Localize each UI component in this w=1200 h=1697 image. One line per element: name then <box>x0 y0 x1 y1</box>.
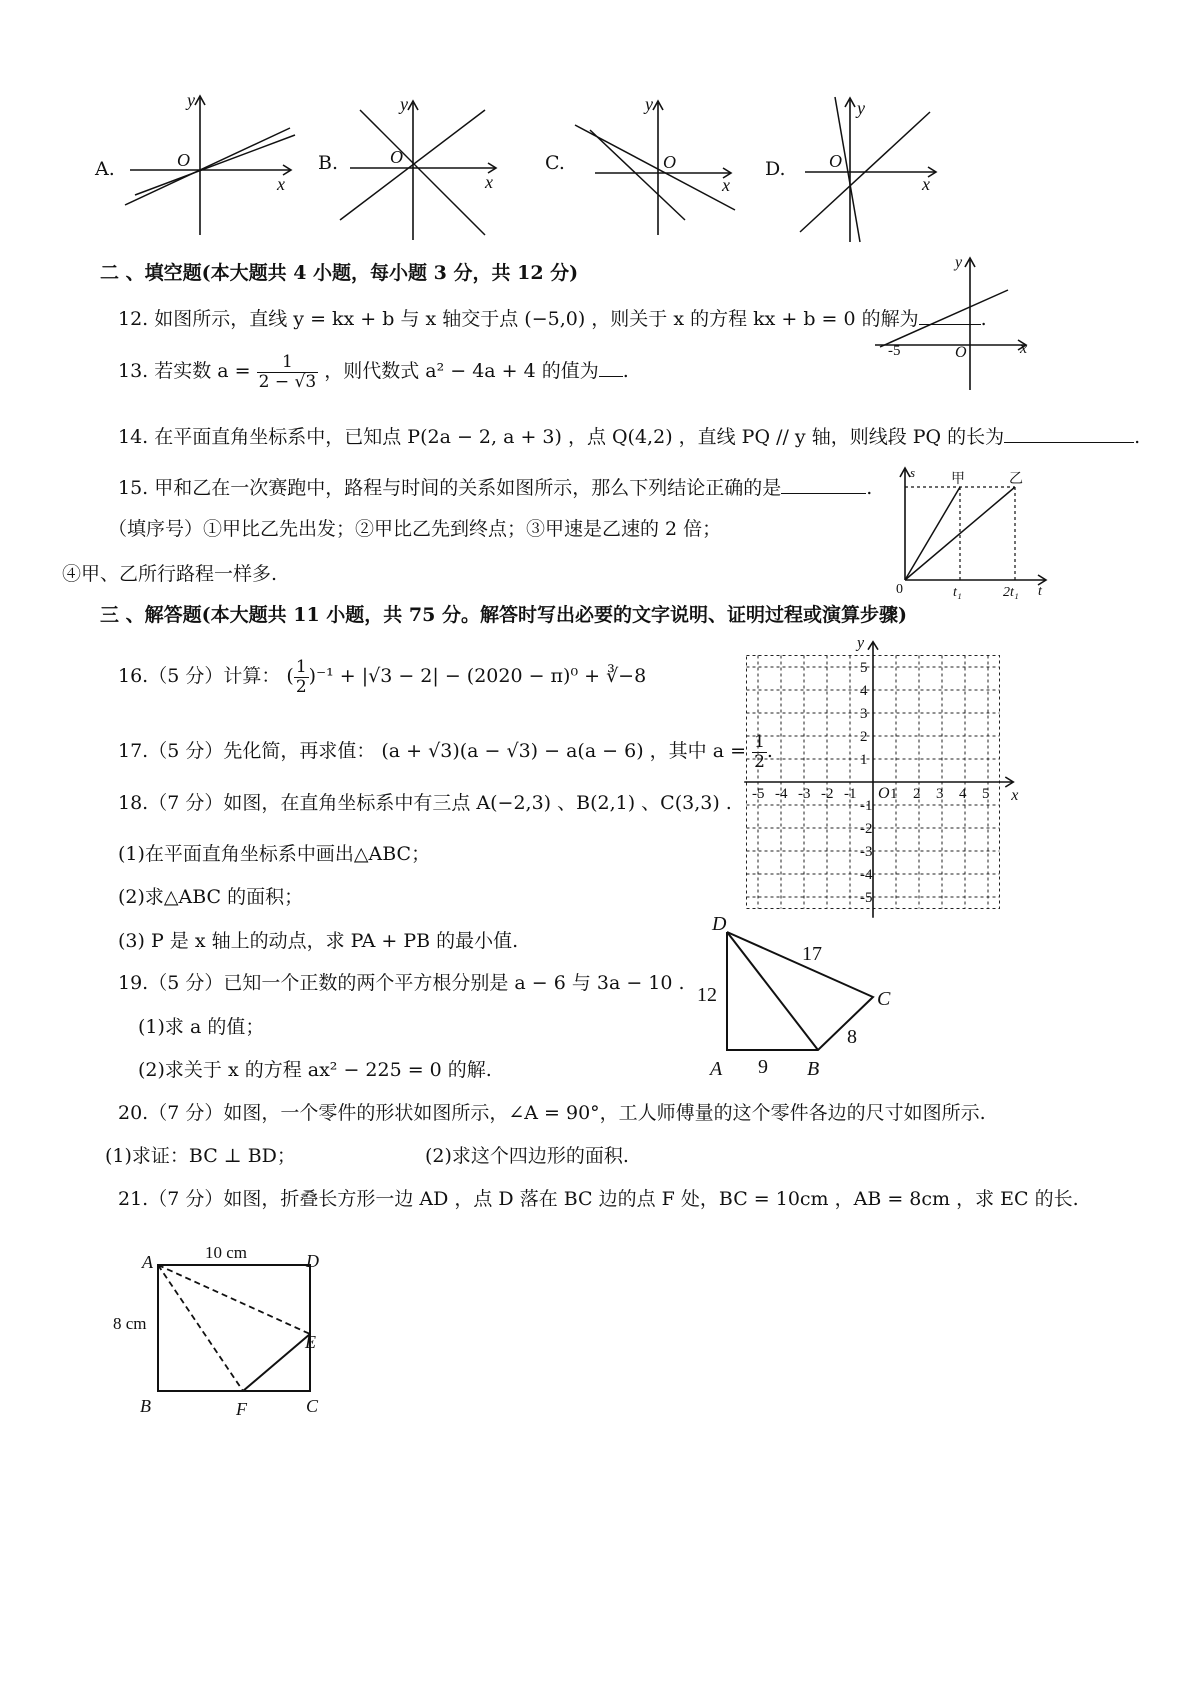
svg-text:12: 12 <box>697 984 717 1006</box>
y-tick-label: 5 <box>860 660 868 676</box>
q18-part3: (3) P 是 x 轴上的动点，求 PA + PB 的最小值. <box>118 930 519 952</box>
x-tick-label: 1 <box>890 786 898 802</box>
q15-line3: ④甲、乙所行路程一样多. <box>62 563 278 585</box>
svg-text:A: A <box>142 1252 153 1272</box>
svg-text:t: t <box>1038 584 1042 599</box>
q17-text: 17.（5 分）先化简，再求值： (a + √3)(a − √3) − a(a − 6) ，其中 a = $\frac{1}{2}$ . <box>118 732 773 772</box>
axis-y-label: y <box>857 634 865 652</box>
svg-text:F: F <box>236 1399 247 1419</box>
x-tick-label: 5 <box>982 786 990 802</box>
x-tick-label: 3 <box>936 786 944 802</box>
q21-line1: 21.（7 分）如图，折叠长方形一边 AD ，点 D 落在 BC 边的点 F 处，BC = 10cm ，AB = 8cm ，求 EC 的长. <box>118 1188 1079 1210</box>
q19-line1: 19.（5 分）已知一个正数的两个平方根分别是 a − 6 与 3a − 10 . <box>118 972 685 994</box>
section3-title: 三 、解答题(本大题共 11 小题，共 75 分。解答时写出必要的文字说明、证明过程或演算步骤) <box>100 604 907 626</box>
svg-text:C: C <box>877 988 891 1010</box>
y-tick-label: 3 <box>860 706 868 722</box>
axis-x-label: x <box>1011 787 1019 804</box>
axis-y-label: y <box>187 90 195 110</box>
q19-part2: (2)求关于 x 的方程 ax² − 225 = 0 的解. <box>138 1059 492 1081</box>
q18-part1: (1)在平面直角坐标系中画出△ABC； <box>118 843 431 865</box>
q20-quadrilateral <box>690 913 910 1090</box>
y-tick-label: -5 <box>860 890 873 906</box>
svg-text:2t₁: 2t₁ <box>1003 585 1019 600</box>
option-a-graph <box>125 90 300 240</box>
svg-text:D: D <box>712 913 727 935</box>
option-c-graph <box>575 95 740 240</box>
q19-part1: (1)求 a 的值； <box>138 1016 265 1038</box>
option-b-label: B. <box>318 152 339 174</box>
q15-line1: 15. 甲和乙在一次赛跑中，路程与时间的关系如图所示，那么下列结论正确的是 . <box>118 474 872 500</box>
svg-text:10 cm: 10 cm <box>205 1243 248 1262</box>
svg-text:y: y <box>645 94 653 114</box>
x-tick-label: -4 <box>775 786 788 802</box>
q20-line1: 20.（7 分）如图，一个零件的形状如图所示，∠A = 90°，工人师傅量的这个零件各边的尺寸如图所示. <box>118 1102 986 1124</box>
svg-text:x: x <box>722 175 730 195</box>
section2-title: 二 、填空题(本大题共 4 小题，每小题 3 分，共 12 分) <box>100 262 579 284</box>
y-tick-label: -3 <box>860 844 873 860</box>
svg-text:x: x <box>922 174 930 194</box>
svg-text:17: 17 <box>802 943 822 965</box>
q14-text: 14. 在平面直角坐标系中，已知点 P(2a − 2, a + 3) ，点 Q(4,2) ，直线 PQ // y 轴，则线段 PQ 的长为 . <box>118 423 1140 449</box>
svg-text:D: D <box>306 1251 319 1271</box>
option-a-label: A. <box>95 158 115 180</box>
svg-text:t₁: t₁ <box>953 585 962 600</box>
y-tick-label: -2 <box>860 821 873 837</box>
q18-line1: 18.（7 分）如图，在直角坐标系中有三点 A(−2,3) 、B(2,1) 、C(3,3) . <box>118 792 732 814</box>
origin-label: O <box>177 150 190 170</box>
option-c-label: C. <box>545 152 565 174</box>
svg-text:8 cm: 8 cm <box>113 1314 147 1333</box>
q20-part2: (2)求这个四边形的面积. <box>425 1145 629 1167</box>
q15-graph <box>893 465 1053 600</box>
svg-text:y: y <box>400 94 408 114</box>
q13-text: 13. 若实数 a = $\frac{1}{2 - √3}$ ，则代数式 a² − 4a + 4 的值为 . <box>118 352 629 392</box>
x-tick-label: -3 <box>798 786 811 802</box>
svg-text:O: O <box>663 152 676 172</box>
x-tick-label: -2 <box>821 786 834 802</box>
option-b-graph <box>345 95 505 245</box>
origin-label: O <box>878 785 890 802</box>
svg-text:O: O <box>955 344 967 361</box>
x-tick-label: -1 <box>844 786 857 802</box>
answer-blank[interactable] <box>781 474 866 494</box>
svg-text:s: s <box>910 465 916 480</box>
svg-text:C: C <box>306 1396 319 1416</box>
svg-text:E: E <box>305 1332 316 1352</box>
q18-part2: (2)求△ABC 的面积； <box>118 886 304 908</box>
x-tick-label: 2 <box>913 786 921 802</box>
svg-text:9: 9 <box>758 1056 768 1078</box>
answer-blank[interactable] <box>599 357 623 377</box>
x-tick-label: -5 <box>752 786 765 802</box>
svg-text:x: x <box>485 172 493 192</box>
q16-text: 16.（5 分）计算： ( $\frac{1}{2}$ )⁻¹ + |√3 − 2| − (2020 − π)⁰ + ∛−8 <box>118 657 647 697</box>
q18-coordinate-grid <box>745 632 1020 907</box>
q20-part1: (1)求证：BC ⊥ BD； <box>105 1145 296 1167</box>
y-tick-label: -4 <box>860 867 873 883</box>
q21-folded-rectangle <box>110 1240 335 1419</box>
jia-label: 甲 <box>951 472 965 487</box>
answer-blank[interactable] <box>1004 423 1134 443</box>
svg-text:8: 8 <box>847 1026 857 1048</box>
svg-text:0: 0 <box>896 582 903 597</box>
svg-text:y: y <box>955 254 963 271</box>
svg-text:B: B <box>807 1058 820 1080</box>
y-tick-label: 1 <box>860 752 868 768</box>
svg-text:y: y <box>857 98 865 118</box>
y-tick-label: 2 <box>860 729 868 745</box>
option-d-graph <box>795 92 945 247</box>
axis-x-label: x <box>277 174 285 194</box>
yi-label: 乙 <box>1009 472 1023 487</box>
option-d-label: D. <box>765 158 786 180</box>
svg-text:O: O <box>829 151 842 171</box>
svg-text:x: x <box>1020 340 1028 357</box>
q15-line2: （填序号）①甲比乙先出发；②甲比乙先到终点；③甲速是乙速的 2 倍； <box>108 518 722 540</box>
y-tick-label: -1 <box>860 798 873 814</box>
svg-text:O: O <box>390 147 403 167</box>
tick-minus-five: -5 <box>888 343 901 359</box>
q13-fraction: $\frac{1}{2 - √3}$ <box>258 352 317 392</box>
svg-text:B: B <box>140 1396 151 1416</box>
x-tick-label: 4 <box>959 786 967 802</box>
q12-text: 12. 如图所示，直线 y = kx + b 与 x 轴交于点 (−5,0) ，则关于 x 的方程 kx + b = 0 的解为 . <box>118 305 987 331</box>
q12-graph <box>870 255 1035 395</box>
y-tick-label: 4 <box>860 683 868 699</box>
svg-text:A: A <box>710 1058 723 1080</box>
